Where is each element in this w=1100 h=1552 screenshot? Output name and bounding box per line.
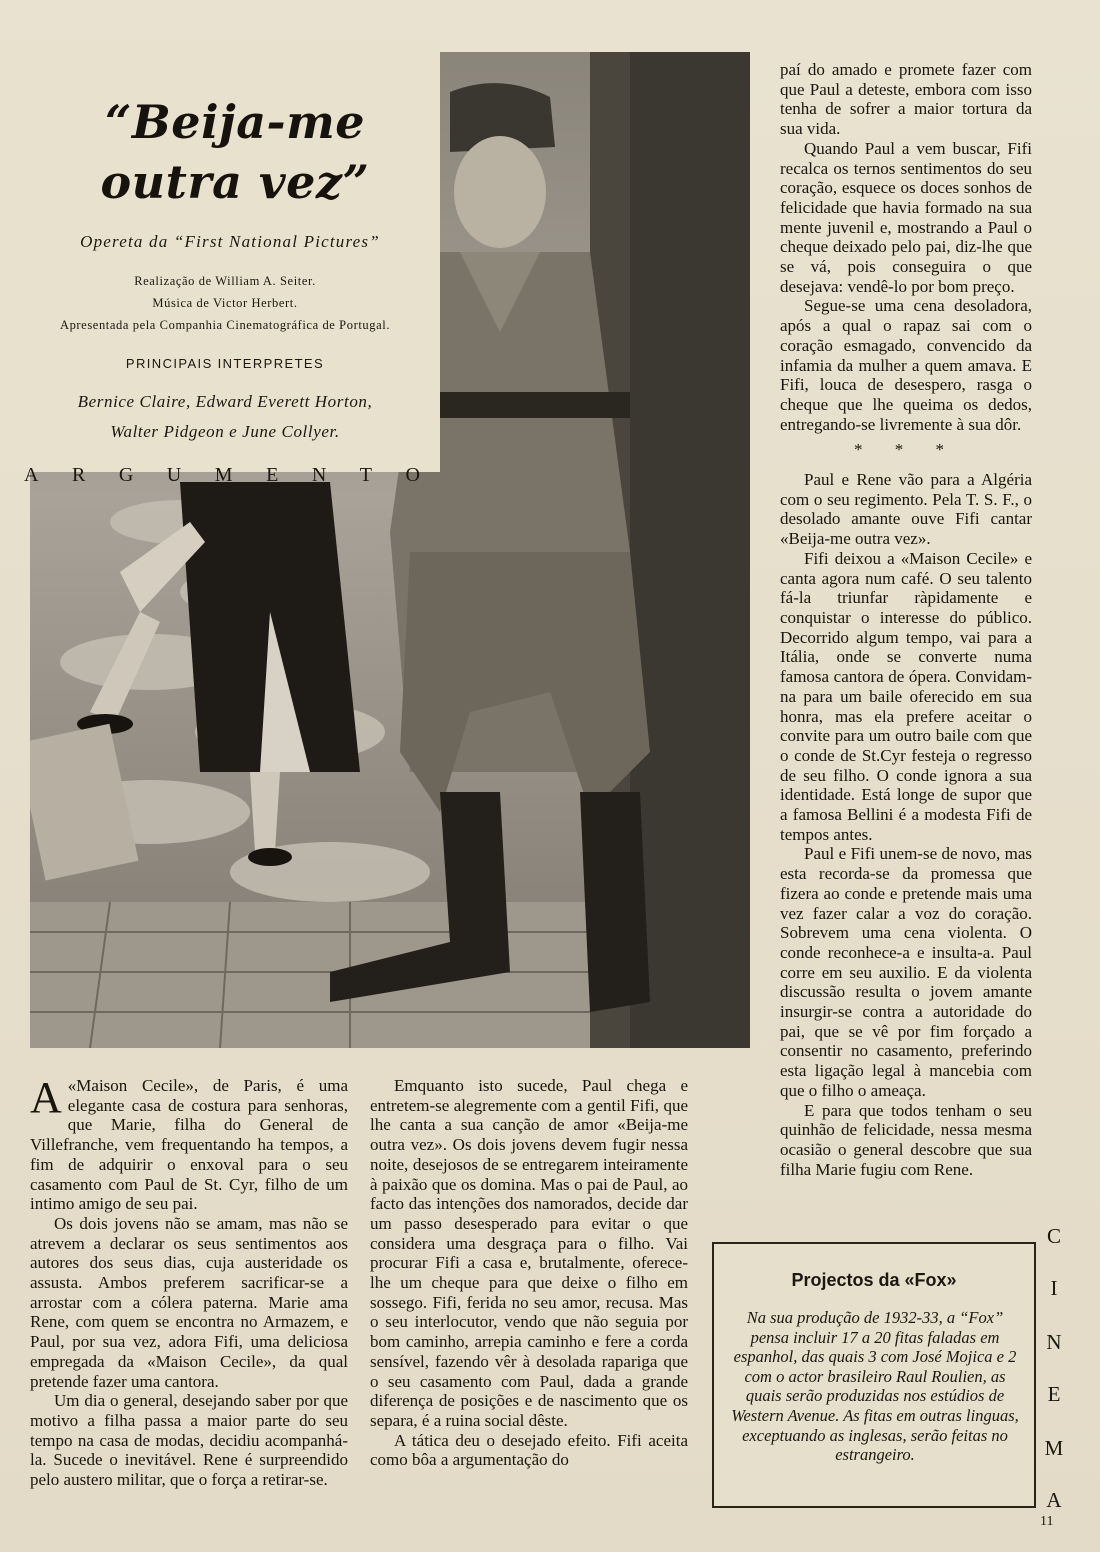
argumento-letter: E — [266, 464, 279, 486]
fox-box-body: Na sua produção de 1932-33, a “Fox” pensa incluir 17 a 20 fitas faladas em espanhol, das quais 3 com José Mojica e 2 com o actor brasileiro Raul Roulien, as quais serão produzidas nos estúdios de Western Avenue. As fitas em outras linguas, exceptuando as inglesas, serão feitas no estrangeiro. — [731, 1308, 1019, 1465]
interpreters-heading: PRINCIPAIS INTERPRETES — [125, 356, 325, 371]
side-label-letter: N — [1046, 1330, 1062, 1354]
left-paragraph-3: Um dia o general, desejando saber por que motivo a filha passa a maior parte do seu tempo na casa de modas, decidiu acompanhá-la. Sucede o inevitável. Rene é surpreendido pelo austero militar, que o força a retirar-se. — [30, 1391, 348, 1490]
film-title-line2: outra vez” — [100, 155, 370, 209]
bottom-middle-column — [370, 1076, 688, 1470]
argumento-letter: N — [311, 464, 327, 486]
side-label-letter: E — [1047, 1382, 1061, 1406]
section-stars: * * * — [854, 440, 958, 460]
side-label-letter: C — [1046, 1224, 1061, 1248]
right-paragraph-2: Quando Paul a vem buscar, Fifi recalca os ternos sentimentos do seu coração, esquece os doces sonhos de felicidade que havia formado na sua mente juvenil e, mostrando a Paul o cheque deixado pelo pai, diz-lhe que se vá, pois conseguira o que desejava: vendê-lo por bom preço. — [780, 138, 1032, 296]
film-title — [40, 92, 430, 212]
argumento-letter: G — [118, 464, 134, 486]
right-paragraph-4: Paul e Rene vão para a Algéria com o seu regimento. Pela T. S. F., o desolado amante ouve Fifi cantar «Beija-me outra vez». — [780, 470, 1032, 549]
argumento-letter: U — [166, 464, 182, 486]
argumento-letter: T — [359, 464, 372, 486]
fox-box-title: Projectos da «Fox» — [791, 1270, 957, 1290]
right-paragraph-5: Fifi deixou a «Maison Cecile» e canta agora num café. O seu talento fá-la triunfar ràpidamente e conquistar o interesse do público. Decorrido algum tempo, vai para a Itália, onde se converte numa famosa cantora de ópera. Convidam-na para um baile oferecido em sua honra, mas ela prefere aceitar o convite para um outro baile com que o conde de St.Cyr festeja o regresso de seu filho. O conde ignora a sua identidade. Está longe de supor que a famosa Bellini é a modesta Fifi de tempos antes. — [780, 548, 1032, 844]
argumento-letter: O — [405, 464, 420, 486]
right-column — [780, 60, 1032, 1179]
cast-line-1: Bernice Claire, Edward Everett Horton, — [77, 392, 373, 411]
credit-direction: Realização de William A. Seiter. — [134, 274, 316, 288]
middle-paragraph-1: Emquanto isto sucede, Paul chega e entretem-se alegremente com a gentil Fifi, que lhe canta a sua canção de amor «Beija-me outra vez». Os dois jovens devem fugir nessa noite, desejosos de se entregarem inteiramente à paixão que os domina. Mas o pai de Paul, ao facto das intenções dos namorados, decide dar um passo desesperado para evitar o que considera uma desgraça para o filho. Vai procurar Fifi a casa e, brutalmente, oferece-lhe um cheque para que deixe o filho em sossego. Fifi, ferida no seu amor, recusa. Mas o seu interlocutor, vendo que não seguia por bom caminho, arrepia caminho e fere a corda sensível, fazendo vêr à desolada rapariga que o seu casamento com Paul, dada a grande diferença de posições e de nascimento que os separa, é a ruina social dêste. — [370, 1076, 688, 1430]
argumento-letter: A — [24, 464, 39, 486]
argumento-letter: R — [71, 464, 86, 486]
fox-projects-box — [712, 1242, 1036, 1508]
drop-cap: A — [30, 1073, 62, 1122]
bottom-left-column — [30, 1073, 348, 1490]
left-paragraph-1 — [30, 1073, 348, 1214]
argumento-letter: M — [214, 464, 233, 486]
cast-line-2: Walter Pidgeon e June Collyer. — [110, 422, 340, 441]
argumento-heading — [24, 464, 420, 487]
credit-presented: Apresentada pela Companhia Cinematográfica de Portugal. — [59, 318, 391, 332]
side-label-letter: A — [1046, 1488, 1062, 1512]
right-paragraph-7: E para que todos tenham o seu quinhão de felicidade, nessa mesma ocasião o general descobre que sua filha Marie fugiu com Rene. — [780, 1100, 1032, 1179]
right-paragraph-6: Paul e Fifi unem-se de novo, mas esta recorda-se da promessa que fizera ao conde e pretende mais uma vez fazer calar a voz do coração. Sobrevem uma cena violenta. O conde reconhece-a e insulta-a. Paul corre em seu auxilio. E da violenta discussão resulta o jovem amante insurgir-se contra a autoridade do pai, que se vê por fim forçado a consentir no casamento, preferindo esta ligação legal à mancebia com que o filho o ameaça. — [780, 844, 1032, 1100]
side-label-letter: M — [1044, 1436, 1064, 1460]
page-number: 11 — [1040, 1514, 1054, 1529]
side-label-letter: I — [1050, 1276, 1058, 1300]
credit-music: Música de Victor Herbert. — [152, 296, 298, 310]
title-box — [0, 40, 440, 486]
right-paragraph-1: paí do amado e promete fazer com que Paul a deteste, embora com isso tenha de sofrer a maior tortura da sua vida. — [780, 60, 1032, 139]
left-paragraph-1-text: «Maison Cecile», de Paris, é uma elegante casa de costura para senhoras, que Marie, filha do General de Villefranche, vem frequentando ha tempos, a fim de adquirir o enxoval para o seu casamento com Paul de St. Cyr, filho de um intimo amigo de seu pai. — [30, 1076, 348, 1214]
film-title-line1: “Beija-me — [104, 95, 366, 149]
left-paragraph-2: Os dois jovens não se amam, mas não se atrevem a declarar os seus sentimentos aos autores dos seus dias, cuja austeridade os assusta. Ambos preferem sacrificar-se a arrostar com a cólera paterna. Marie ama Rene, com quem se encontra no Armazem, e Paul, por sua vez, adora Fifi, uma deliciosa empregada da «Maison Cecile», da qual pretende fazer uma cantora. — [30, 1213, 348, 1391]
middle-paragraph-2: A tática deu o desejado efeito. Fifi aceita como bôa a argumentação do — [370, 1430, 688, 1470]
film-subtitle: Opereta da “First National Pictures” — [80, 232, 380, 251]
right-paragraph-3: Segue-se uma cena desoladora, após a qual o rapaz sai com o coração esmagado, convencido da infamia da mulher a quem amava. E Fifi, louca de desespero, rasga o cheque que lhe queima os dedos, entregando-se livremente à sua dôr. — [780, 296, 1032, 434]
